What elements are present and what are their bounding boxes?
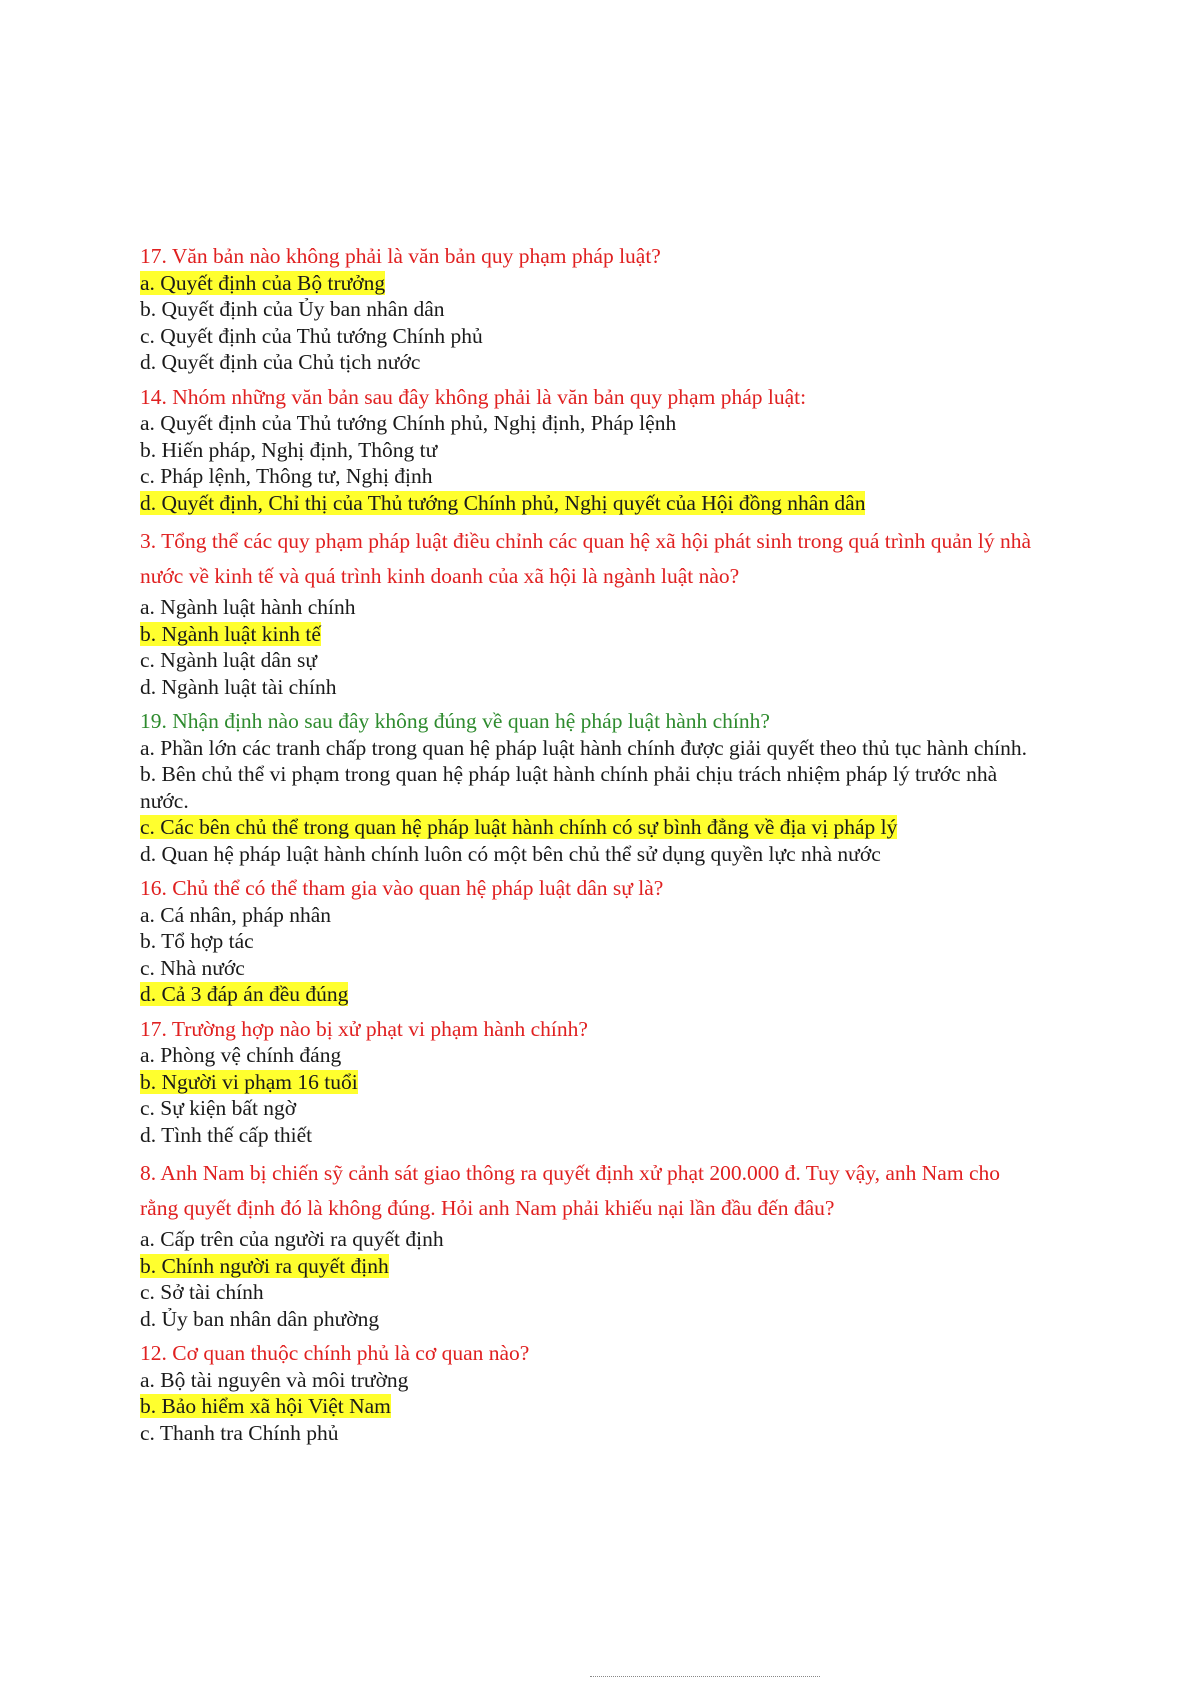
answer-option: d. Ủy ban nhân dân phường [140,1306,380,1331]
question-text: 16. Chủ thể có thể tham gia vào quan hệ pháp luật dân sự là? [140,876,664,900]
answer-option-correct: c. Các bên chủ thể trong quan hệ pháp luật hành chính có sự bình đẳng về địa vị pháp lý [140,815,898,839]
question-text: 14. Nhóm những văn bản sau đây không phải là văn bản quy phạm pháp luật: [140,384,807,409]
answer-option: a. Cấp trên của người ra quyết định [140,1227,444,1251]
question-block [140,384,1040,517]
answer-option: b. Quyết định của Ủy ban nhân dân [140,297,445,321]
answer-option: c. Nhà nước [140,955,245,980]
question-block [140,243,1040,376]
question-block [140,524,1040,700]
answer-option: b. Bên chủ thể vi phạm trong quan hệ pháp luật hành chính phải chịu trách nhiệm pháp lý trước nhà nước. [140,762,998,813]
quiz-content [140,243,1040,1454]
question-text: 12. Cơ quan thuộc chính phủ là cơ quan nào? [140,1341,530,1365]
question-block [140,1340,1040,1446]
answer-option: c. Quyết định của Thủ tướng Chính phủ [140,323,483,348]
answer-option-correct: b. Người vi phạm 16 tuổi [140,1069,358,1094]
answer-option: d. Quan hệ pháp luật hành chính luôn có một bên chủ thể sử dụng quyền lực nhà nước [140,841,881,866]
answer-option-correct: d. Quyết định, Chỉ thị của Thủ tướng Chính phủ, Nghị quyết của Hội đồng nhân dân [140,490,866,515]
answer-option-correct: d. Cả 3 đáp án đều đúng [140,982,349,1006]
question-block [140,1016,1040,1149]
answer-option-correct: a. Quyết định của Bộ trưởng [140,270,386,295]
answer-option: c. Pháp lệnh, Thông tư, Nghị định [140,464,433,488]
answer-option: a. Phần lớn các tranh chấp trong quan hệ pháp luật hành chính được giải quyết theo thủ tục hành chính. [140,735,1027,760]
question-block [140,875,1040,1008]
question-text: 17. Văn bản nào không phải là văn bản quy phạm pháp luật? [140,244,661,268]
question-text: 19. Nhận định nào sau đây không đúng về quan hệ pháp luật hành chính? [140,709,770,733]
answer-option: c. Ngành luật dân sự [140,648,318,672]
question-text: 17. Trường hợp nào bị xử phạt vi phạm hành chính? [140,1016,588,1041]
answer-option: a. Phòng vệ chính đáng [140,1043,342,1067]
answer-option: a. Bộ tài nguyên và môi trường [140,1367,409,1392]
answer-option: c. Sự kiện bất ngờ [140,1096,297,1120]
answer-option: d. Tình thế cấp thiết [140,1122,313,1147]
answer-option: a. Quyết định của Thủ tướng Chính phủ, Nghị định, Pháp lệnh [140,411,677,435]
answer-option-correct: b. Chính người ra quyết định [140,1253,389,1278]
question-block [140,708,1040,867]
question-text: 8. Anh Nam bị chiến sỹ cảnh sát giao thông ra quyết định xử phạt 200.000 đ. Tuy vậy, anh Nam cho rằng quyết định đó là không đúng. Hỏi anh Nam phải khiếu nại lần đầu đến đâu? [140,1161,1000,1220]
answer-option: c. Thanh tra Chính phủ [140,1420,339,1445]
answer-option: b. Hiến pháp, Nghị định, Thông tư [140,437,438,462]
answer-option: d. Quyết định của Chủ tịch nước [140,350,421,374]
answer-option: c. Sở tài chính [140,1280,264,1304]
answer-option-correct: b. Bảo hiểm xã hội Việt Nam [140,1394,391,1418]
page-footer-divider [590,1676,820,1679]
answer-option: a. Ngành luật hành chính [140,595,356,619]
question-block [140,1156,1040,1332]
question-text: 3. Tổng thể các quy phạm pháp luật điều chỉnh các quan hệ xã hội phát sinh trong quá trình quản lý nhà nước về kinh tế và quá trình kinh doanh của xã hội là ngành luật nào? [140,529,1032,588]
answer-option: a. Cá nhân, pháp nhân [140,902,332,927]
answer-option-correct: b. Ngành luật kinh tế [140,621,321,646]
answer-option: d. Ngành luật tài chính [140,674,337,699]
answer-option: b. Tổ hợp tác [140,929,254,953]
